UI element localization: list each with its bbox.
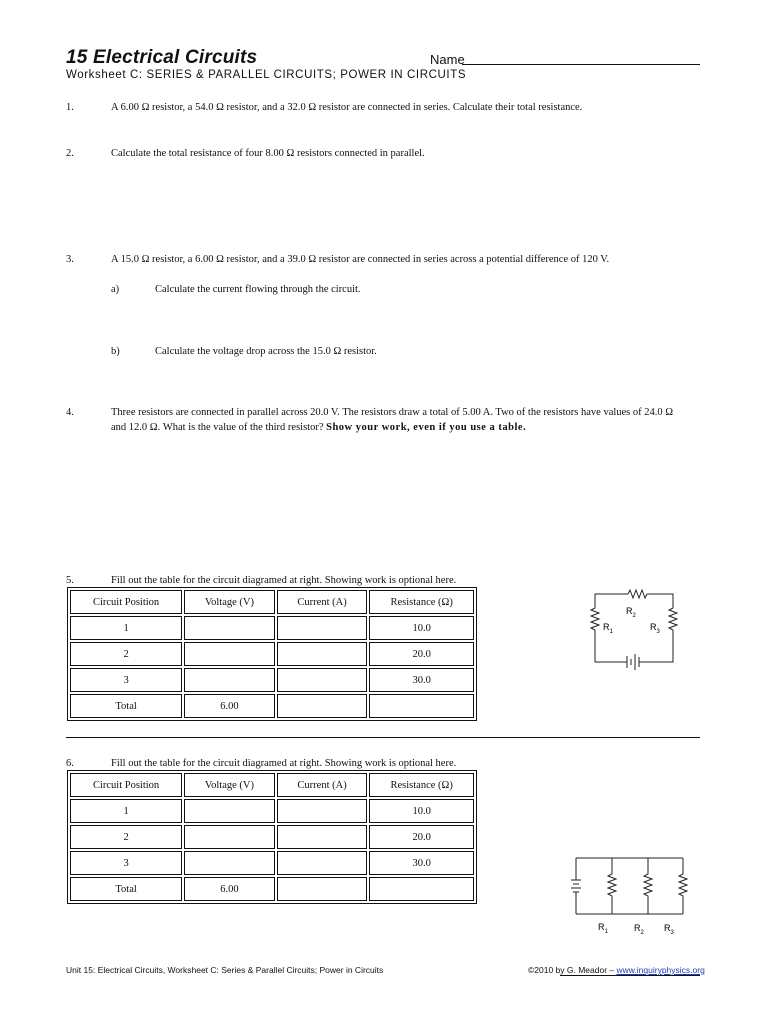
cell-current[interactable] [277, 851, 368, 875]
cell-resistance[interactable] [369, 694, 474, 718]
question-number: 3. [66, 254, 74, 265]
cell-position: 3 [70, 668, 182, 692]
name-field-line[interactable] [462, 64, 700, 65]
circuit-diagram-1 [578, 582, 688, 674]
cell-position: 1 [70, 799, 182, 823]
label-r2: $R_2$ [626, 606, 636, 619]
cell-current[interactable] [277, 642, 368, 666]
question-number: 1. [66, 102, 74, 113]
col-header: Circuit Position [70, 590, 182, 614]
col-header: Current (A) [277, 590, 368, 614]
name-label: Name [430, 52, 465, 67]
label-r1: $R_1$ [603, 622, 613, 635]
col-header: Circuit Position [70, 773, 182, 797]
circuit-table-1 [67, 587, 477, 721]
question-number: 4. [66, 407, 74, 418]
question-text [111, 405, 683, 435]
question-text: A 15.0 Ω resistor, a 6.00 Ω resistor, and a 39.0 Ω resistor are connected in series across a potential difference of 120 V. [111, 254, 610, 265]
circuit-table-2 [67, 770, 477, 904]
question-body: Three resistors are connected in parallel across 20.0 V. The resistors draw a total of 5.00 A. Two of the resistors have values of 24.0 Ω and 12.0 Ω. What is the value of the third resistor? [111, 407, 674, 433]
cell-resistance[interactable] [369, 877, 474, 901]
label-r1: $R_1$ [598, 922, 608, 935]
website-link[interactable]: www.inquiryphysics.org [616, 965, 705, 975]
cell-current[interactable] [277, 877, 368, 901]
cell-position: 2 [70, 825, 182, 849]
cell-voltage[interactable] [184, 799, 275, 823]
cell-resistance: 30.0 [369, 668, 474, 692]
resistor-r3-zigzag [669, 608, 677, 630]
cell-position: Total [70, 694, 182, 718]
part-letter: b) [111, 346, 120, 357]
label-r3: $R_3$ [664, 923, 674, 936]
question-text: Fill out the table for the circuit diagramed at right. Showing work is optional here. [111, 758, 457, 769]
part-text: Calculate the current flowing through the circuit. [155, 284, 361, 295]
cell-resistance: 20.0 [369, 825, 474, 849]
cell-resistance: 10.0 [369, 799, 474, 823]
cell-voltage[interactable] [184, 616, 275, 640]
section-divider [66, 737, 700, 738]
footer-right [528, 965, 705, 975]
resistor-r3-zigzag [679, 858, 687, 914]
cell-voltage: 6.00 [184, 694, 275, 718]
cell-position: 3 [70, 851, 182, 875]
resistor-r1-zigzag [591, 608, 599, 630]
cell-voltage[interactable] [184, 642, 275, 666]
footer-left: Unit 15: Electrical Circuits, Worksheet C: Series & Parallel Circuits; Power in Circuits [66, 965, 384, 975]
cell-position: 1 [70, 616, 182, 640]
part-letter: a) [111, 284, 120, 295]
footer-rule [560, 975, 700, 976]
cell-current[interactable] [277, 799, 368, 823]
cell-resistance: 30.0 [369, 851, 474, 875]
question-number: 5. [66, 575, 74, 586]
cell-current[interactable] [277, 694, 368, 718]
cell-voltage[interactable] [184, 668, 275, 692]
resistor-r2-zigzag [628, 590, 647, 598]
col-header: Voltage (V) [184, 773, 275, 797]
resistor-r2-zigzag [644, 858, 652, 914]
question-number: 6. [66, 758, 74, 769]
cell-position: Total [70, 877, 182, 901]
worksheet-subtitle: Worksheet C: SERIES & PARALLEL CIRCUITS; POWER IN CIRCUITS [66, 69, 467, 81]
question-text: Calculate the total resistance of four 8.00 Ω resistors connected in parallel. [111, 148, 425, 159]
col-header: Resistance (Ω) [369, 590, 474, 614]
col-header: Current (A) [277, 773, 368, 797]
question-emphasis: Show your work, even if you use a table. [326, 422, 527, 433]
cell-current[interactable] [277, 668, 368, 692]
cell-current[interactable] [277, 616, 368, 640]
page-title: 15 Electrical Circuits [66, 47, 258, 68]
wire [595, 594, 628, 608]
copyright-text: ©2010 by G. Meador – [528, 965, 617, 975]
label-r3: $R_3$ [650, 622, 660, 635]
wire [647, 594, 673, 608]
cell-voltage: 6.00 [184, 877, 275, 901]
label-r2: $R_2$ [634, 923, 644, 936]
question-text: Fill out the table for the circuit diagramed at right. Showing work is optional here. [111, 575, 457, 586]
question-number: 2. [66, 148, 74, 159]
circuit-diagram-2 [562, 852, 692, 944]
col-header: Resistance (Ω) [369, 773, 474, 797]
cell-position: 2 [70, 642, 182, 666]
cell-resistance: 20.0 [369, 642, 474, 666]
col-header: Voltage (V) [184, 590, 275, 614]
cell-resistance: 10.0 [369, 616, 474, 640]
resistor-r1-zigzag [608, 858, 616, 914]
cell-voltage[interactable] [184, 825, 275, 849]
part-text: Calculate the voltage drop across the 15.0 Ω resistor. [155, 346, 377, 357]
question-text: A 6.00 Ω resistor, a 54.0 Ω resistor, and a 32.0 Ω resistor are connected in series. Calculate their total resistance. [111, 102, 583, 113]
cell-current[interactable] [277, 825, 368, 849]
cell-voltage[interactable] [184, 851, 275, 875]
